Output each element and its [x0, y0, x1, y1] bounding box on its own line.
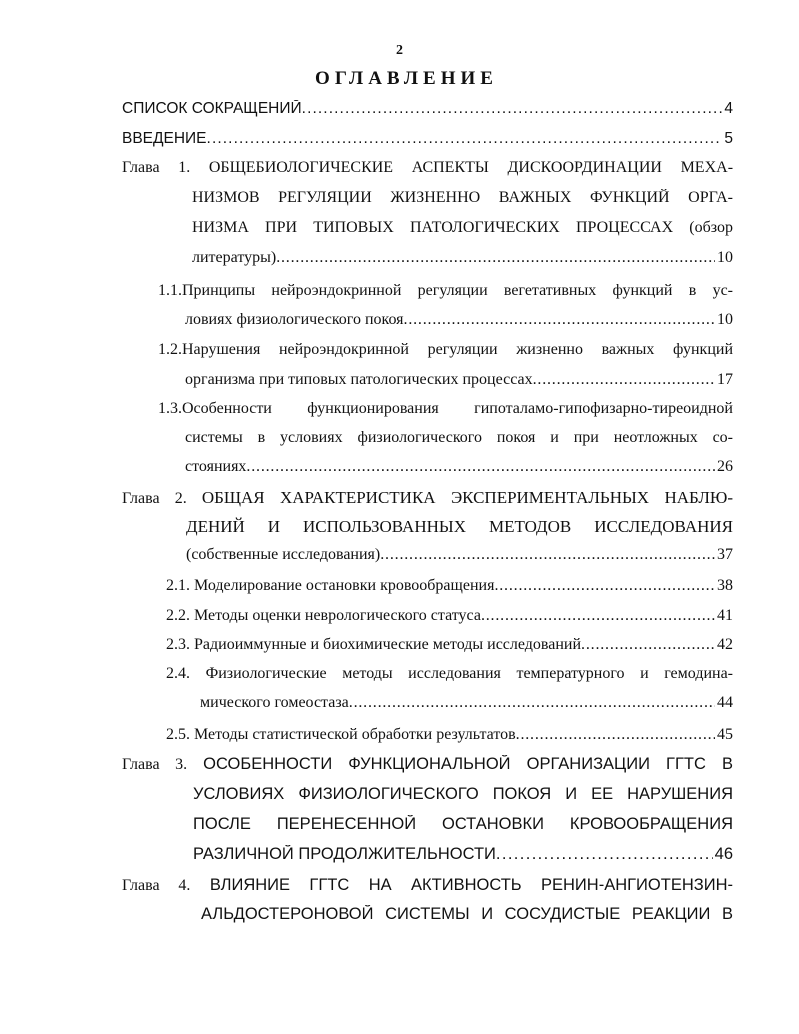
- toc-page-number: 17: [717, 371, 733, 388]
- dot-leader: [276, 249, 715, 267]
- toc-entry-text: стояниях: [185, 458, 247, 475]
- chapter-label: Глава 4.: [122, 877, 191, 894]
- toc-entry-text: ВЛИЯНИЕ ГГТС НА АКТИВНОСТЬ РЕНИН-АНГИОТЕНЗИН-: [209, 876, 733, 894]
- toc-page-number: 44: [717, 694, 733, 711]
- toc-entry-text: ОБЩАЯ ХАРАКТЕРИСТИКА ЭКСПЕРИМЕНТАЛЬНЫХ НАБЛЮ-: [201, 488, 733, 507]
- toc-entry-line: [200, 694, 733, 712]
- toc-page-number: 45: [717, 726, 733, 743]
- toc-entry-text: ВВЕДЕНИЕ: [122, 130, 207, 147]
- dot-leader: [516, 726, 715, 744]
- toc-page-number: 10: [717, 249, 733, 266]
- section-label: 1.2.: [158, 341, 182, 358]
- dot-leader: [481, 607, 715, 625]
- toc-entry-line: УСЛОВИЯХ ФИЗИОЛОГИЧЕСКОГО ПОКОЯ И ЕЕ НАРУШЕНИЯ: [193, 785, 733, 803]
- toc-entry-line: [192, 249, 733, 267]
- toc-page-number: 37: [717, 546, 733, 563]
- toc-entry-text: Физиологические методы исследования температурного и гемодина-: [205, 665, 733, 682]
- toc-entry-section-2-5[interactable]: [166, 726, 733, 744]
- toc-entry-text: Радиоиммунные и биохимические методы исследований: [194, 636, 582, 653]
- section-label: 2.3.: [166, 636, 190, 653]
- toc-page-number: 4: [724, 100, 733, 117]
- toc-entry-chapter-4[interactable]: [122, 876, 733, 895]
- toc-page-number: 5: [724, 130, 733, 147]
- toc-entry-line: системы в условиях физиологического покоя и при неотложных со-: [185, 429, 733, 446]
- toc-entry-section-2-2[interactable]: [166, 607, 733, 625]
- toc-entry-text: [166, 577, 494, 595]
- dot-leader: [494, 577, 715, 595]
- toc-entry-line: [185, 458, 733, 476]
- toc-entry-text: РАЗЛИЧНОЙ ПРОДОЛЖИТЕЛЬНОСТИ: [193, 845, 496, 863]
- toc-entry-text: литературы): [192, 249, 277, 266]
- toc-entry-section-1-2[interactable]: [158, 341, 733, 359]
- toc-entry-text: [166, 607, 481, 625]
- dot-leader: [581, 636, 715, 654]
- toc-entry-text: мического гомеостаза: [200, 694, 349, 711]
- toc-entry-text: ОБЩЕБИОЛОГИЧЕСКИЕ АСПЕКТЫ ДИСКООРДИНАЦИИ МЕХА-: [208, 159, 733, 176]
- chapter-label: Глава 3.: [122, 756, 188, 773]
- chapter-label: Глава 2.: [122, 490, 187, 507]
- toc-entry-text: Методы оценки неврологического статуса: [194, 607, 481, 624]
- dot-leader: [404, 311, 715, 329]
- toc-entry-text: [166, 726, 516, 744]
- dot-leader: [533, 371, 715, 389]
- toc-entry-chapter-1[interactable]: [122, 159, 733, 177]
- toc-entry-text: СПИСОК СОКРАЩЕНИЙ: [122, 100, 302, 117]
- toc-entry-text: (собственные исследования): [186, 546, 381, 563]
- toc-entry-text: Принципы нейроэндокринной регуляции вегетативных функций в ус-: [182, 282, 733, 299]
- toc-page-number: 42: [717, 636, 733, 653]
- toc-entry-text: [166, 636, 581, 654]
- dot-leader: [496, 845, 713, 864]
- toc-entry-abbreviations[interactable]: [122, 100, 733, 118]
- toc-entry-chapter-2[interactable]: [122, 488, 733, 508]
- toc-entry-line: [193, 845, 733, 864]
- section-label: 2.1.: [166, 577, 190, 594]
- section-label: 2.5.: [166, 726, 190, 743]
- toc-page-number: 38: [717, 577, 733, 594]
- dot-leader: [207, 130, 723, 148]
- toc-page-number: 10: [717, 311, 733, 328]
- toc-entry-text: Методы статистической обработки результатов: [194, 726, 516, 743]
- toc-title: ОГЛАВЛЕНИЕ: [315, 68, 498, 89]
- page-number: 2: [396, 43, 403, 58]
- toc-page-number: 26: [717, 458, 733, 475]
- toc-entry-section-1-3[interactable]: [158, 400, 733, 418]
- dot-leader: [246, 458, 715, 476]
- dot-leader: [380, 546, 715, 564]
- toc-page-number: 46: [714, 845, 733, 863]
- toc-entry-text: Нарушения нейроэндокринной регуляции жизненно важных функций: [182, 341, 733, 358]
- toc-entry-line: НИЗМОВ РЕГУЛЯЦИИ ЖИЗНЕННО ВАЖНЫХ ФУНКЦИЙ ОРГА-: [192, 189, 733, 206]
- toc-entry-text: ОСОБЕННОСТИ ФУНКЦИОНАЛЬНОЙ ОРГАНИЗАЦИИ ГГТС В: [203, 755, 733, 773]
- toc-page-number: 41: [717, 607, 733, 624]
- toc-entry-text: ловиях физиологического покоя: [185, 311, 404, 328]
- toc-entry-text: организма при типовых патологических процессах: [185, 371, 533, 388]
- section-label: 2.4.: [166, 665, 190, 682]
- toc-entry-section-2-3[interactable]: [166, 636, 733, 654]
- toc-entry-line: АЛЬДОСТЕРОНОВОЙ СИСТЕМЫ И СОСУДИСТЫЕ РЕАКЦИИ В: [201, 905, 733, 923]
- toc-entry-section-1-1[interactable]: [158, 282, 733, 300]
- toc-entry-line: [185, 371, 733, 389]
- toc-entry-line: НИЗМА ПРИ ТИПОВЫХ ПАТОЛОГИЧЕСКИХ ПРОЦЕССАХ (обзор: [192, 219, 733, 236]
- toc-entry-line: [185, 311, 733, 329]
- toc-entry-section-2-1[interactable]: [166, 577, 733, 595]
- section-label: 1.3.: [158, 400, 182, 417]
- section-label: 1.1.: [158, 282, 182, 299]
- toc-entry-introduction[interactable]: [122, 130, 733, 148]
- section-label: 2.2.: [166, 607, 190, 624]
- toc-entry-line: ДЕНИЙ И ИСПОЛЬЗОВАННЫХ МЕТОДОВ ИССЛЕДОВАНИЯ: [186, 517, 733, 536]
- toc-entry-text: Моделирование остановки кровообращения: [194, 577, 495, 594]
- toc-entry-section-2-4[interactable]: [166, 665, 733, 683]
- dot-leader: [349, 694, 715, 712]
- toc-entry-line: [186, 546, 733, 564]
- dot-leader: [302, 100, 723, 118]
- toc-entry-line: ПОСЛЕ ПЕРЕНЕСЕННОЙ ОСТАНОВКИ КРОВООБРАЩЕНИЯ: [193, 815, 733, 833]
- toc-entry-text: Особенности функционирования гипоталамо-гипофизарно-тиреоидной: [182, 400, 733, 417]
- toc-entry-chapter-3[interactable]: [122, 755, 733, 774]
- chapter-label: Глава 1.: [122, 159, 191, 176]
